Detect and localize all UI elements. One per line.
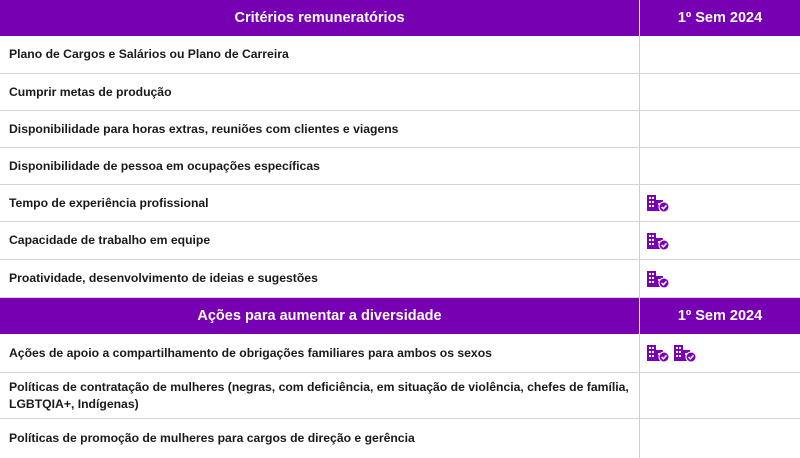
table-row [0, 373, 800, 419]
row-status [640, 419, 800, 458]
row-label: Disponibilidade para horas extras, reuniões com clientes e viagens [0, 111, 640, 147]
row-status [640, 222, 800, 259]
table-row [0, 36, 800, 74]
row-label: Ações de apoio a compartilhamento de obrigações familiares para ambos os sexos [0, 334, 640, 372]
row-label: Tempo de experiência profissional [0, 185, 640, 221]
table-row [0, 334, 800, 373]
row-label: Políticas de promoção de mulheres para cargos de direção e gerência [0, 419, 640, 458]
row-label: Disponibilidade de pessoa em ocupações específicas [0, 148, 640, 184]
row-label: Proatividade, desenvolvimento de ideias e sugestões [0, 260, 640, 297]
table-row [0, 260, 800, 298]
table-row [0, 222, 800, 260]
table-row [0, 111, 800, 148]
row-label: Políticas de contratação de mulheres (negras, com deficiência, em situação de violência, chefes de família, LGBTQIA+, Indígenas) [0, 373, 640, 418]
row-status [640, 260, 800, 297]
row-label: Plano de Cargos e Salários ou Plano de Carreira [0, 36, 640, 73]
row-label: Capacidade de trabalho em equipe [0, 222, 640, 259]
row-status [640, 111, 800, 147]
company-check-icon [646, 344, 670, 362]
row-status [640, 36, 800, 73]
company-check-icon [646, 232, 670, 250]
row-status [640, 74, 800, 110]
period-header: 1º Sem 2024 [677, 10, 763, 26]
row-label: Cumprir metas de produção [0, 74, 640, 110]
section-title: Critérios remuneratórios [0, 0, 640, 36]
row-status [640, 148, 800, 184]
table-row [0, 185, 800, 222]
row-status [640, 373, 800, 418]
table-row [0, 419, 800, 458]
period-header: 1º Sem 2024 [677, 308, 763, 324]
company-check-icon [673, 344, 697, 362]
row-status [640, 334, 800, 372]
company-check-icon [646, 194, 670, 212]
table-row [0, 148, 800, 185]
section-header-diversity [0, 298, 800, 334]
section-header-remuneration [0, 0, 800, 36]
section-title: Ações para aumentar a diversidade [0, 298, 640, 334]
company-check-icon [646, 270, 670, 288]
row-status [640, 185, 800, 221]
table-row [0, 74, 800, 111]
